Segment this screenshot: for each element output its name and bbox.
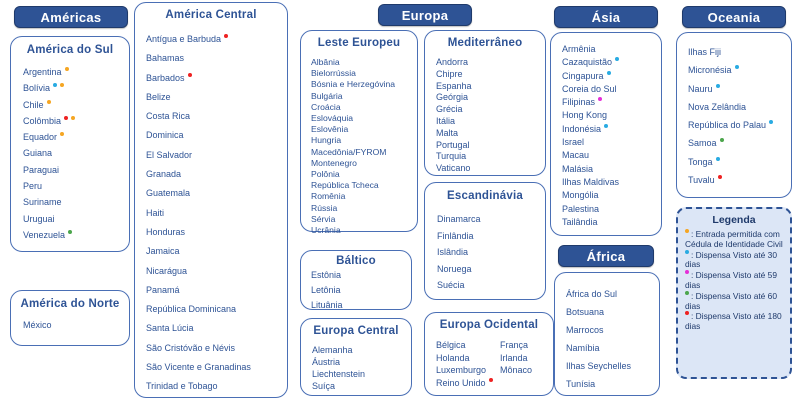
country-item <box>437 228 545 245</box>
country-name: Ilhas Maldivas <box>562 176 620 187</box>
region-banner-americas[interactable] <box>14 6 128 28</box>
country-item <box>688 98 791 116</box>
country-name: Eslovênia <box>311 124 349 135</box>
country-item <box>23 129 129 145</box>
country-item <box>312 368 411 380</box>
country-name: Geórgia <box>436 92 469 103</box>
country-item <box>311 57 417 68</box>
legend-entry <box>685 270 783 291</box>
country-item <box>500 352 532 365</box>
country-name: Macau <box>562 150 590 161</box>
legend-dot <box>685 229 689 233</box>
country-name: Finlândia <box>437 230 474 241</box>
country-item <box>146 242 287 261</box>
country-name: Trinidad e Tobago <box>146 381 218 392</box>
card-asia <box>550 32 662 236</box>
country-name: Alemanha <box>312 345 353 355</box>
country-item <box>311 135 417 146</box>
country-name: Filipinas <box>562 97 596 108</box>
country-item <box>146 377 287 396</box>
country-name: Reino Unido <box>436 377 486 388</box>
country-name: Vaticano <box>436 163 471 174</box>
country-item <box>311 214 417 225</box>
card-america-do-sul <box>10 36 130 252</box>
list-oceania <box>688 43 791 189</box>
card-mediterraneo <box>424 30 546 176</box>
country-name: Suriname <box>23 197 62 208</box>
card-leste-europeu-title: Leste Europeu <box>317 37 401 49</box>
visa-status-dot <box>607 71 611 75</box>
country-item <box>562 176 661 189</box>
country-item <box>688 153 791 171</box>
card-europa-central-title: Europa Central <box>313 325 399 337</box>
country-name: Micronésia <box>688 65 732 76</box>
region-banner-oceania[interactable] <box>682 6 786 28</box>
country-item <box>437 211 545 228</box>
country-item <box>146 358 287 377</box>
country-item <box>146 69 287 88</box>
country-item <box>566 303 659 321</box>
country-item <box>566 339 659 357</box>
country-name: Jamaica <box>146 246 180 257</box>
country-item <box>311 68 417 79</box>
country-item <box>562 216 661 229</box>
country-name: Uruguai <box>23 213 55 224</box>
visa-status-dot <box>769 120 773 124</box>
country-name: Israel <box>562 137 585 148</box>
country-name: Dominica <box>146 130 184 141</box>
country-name: Santa Lúcia <box>146 323 194 334</box>
legend-dot <box>685 311 689 315</box>
card-america-central <box>134 2 288 398</box>
country-item <box>311 169 417 180</box>
country-name: Colômbia <box>23 115 62 126</box>
country-item <box>688 171 791 189</box>
visa-status-dot <box>68 230 72 234</box>
country-name: Hungria <box>311 135 342 146</box>
legend-text: : Entrada permitida com Cédula de Identidade Civil <box>685 228 783 249</box>
legend-dot <box>685 270 689 274</box>
visa-status-dot <box>64 116 68 120</box>
country-name: Irlanda <box>500 352 528 363</box>
country-item <box>311 158 417 169</box>
country-name: Paraguai <box>23 164 60 175</box>
visa-status-dot <box>489 378 493 382</box>
country-item <box>311 203 417 214</box>
country-name: Ilhas Fiji <box>688 47 722 57</box>
country-name: Tonga <box>688 156 713 167</box>
list-escandinavia <box>437 211 545 294</box>
country-item <box>146 204 287 223</box>
country-item <box>146 319 287 338</box>
country-name: Letônia <box>311 285 341 295</box>
country-name: México <box>23 320 52 330</box>
country-name: Croácia <box>311 101 341 112</box>
country-item <box>146 88 287 107</box>
country-item <box>146 146 287 165</box>
country-name: Chile <box>23 99 44 110</box>
region-banner-asia-label: Ásia <box>591 9 621 25</box>
card-america-central-title: América Central <box>165 9 257 21</box>
country-item <box>436 69 545 81</box>
country-item <box>312 380 411 392</box>
country-item <box>436 140 545 152</box>
country-item <box>311 79 417 90</box>
country-item <box>437 244 545 261</box>
country-item <box>566 375 659 393</box>
country-name: República do Palau <box>688 120 767 131</box>
country-name: Dinamarca <box>437 214 481 224</box>
country-name: Suécia <box>437 280 465 290</box>
country-item <box>23 64 129 80</box>
country-item <box>562 56 661 69</box>
country-item <box>311 124 417 135</box>
country-name: Montenegro <box>311 157 357 168</box>
country-item <box>23 162 129 178</box>
country-name: Antígua e Barbuda <box>146 34 222 44</box>
visa-status-dot <box>718 175 722 179</box>
country-name: Islândia <box>437 247 469 257</box>
list-asia <box>562 43 661 229</box>
card-europa-ocidental <box>424 312 554 396</box>
country-name: Estônia <box>311 270 342 280</box>
country-name: Eslováquia <box>311 113 354 124</box>
country-name: Tunísia <box>566 379 596 389</box>
list-america-do-norte <box>23 318 129 333</box>
country-item <box>146 184 287 203</box>
country-item <box>688 134 791 152</box>
country-item <box>436 163 545 175</box>
legend-entry <box>685 229 783 250</box>
country-name: Botsuana <box>566 307 605 317</box>
legend-text: : Dispensa Visto até 180 dias <box>685 311 782 332</box>
country-item <box>311 91 417 102</box>
region-banner-asia[interactable] <box>554 6 658 28</box>
country-name: Romênia <box>311 191 346 202</box>
legend-entry <box>685 250 783 271</box>
list-mediterraneo <box>436 57 545 175</box>
country-item <box>146 339 287 358</box>
country-item <box>688 80 791 98</box>
country-name: Liechtenstein <box>312 369 366 379</box>
card-baltico-title: Báltico <box>336 255 376 267</box>
visa-status-dot <box>60 83 64 87</box>
country-name: São Cristóvão e Névis <box>146 342 236 353</box>
card-america-do-sul-title: América do Sul <box>26 44 114 56</box>
country-name: Lituânia <box>311 300 343 310</box>
list-europa-ocidental-right <box>500 339 532 389</box>
visa-status-dot <box>735 65 739 69</box>
country-item <box>311 147 417 158</box>
country-item <box>688 61 791 79</box>
country-item <box>500 339 532 352</box>
country-item <box>23 194 129 210</box>
country-name: Rússia <box>311 202 338 213</box>
country-name: Bélgica <box>436 340 466 350</box>
country-item <box>311 191 417 202</box>
country-name: Noruega <box>437 263 472 274</box>
region-banner-americas-label: Américas <box>40 9 102 25</box>
visa-status-dot <box>60 132 64 136</box>
country-name: Turquia <box>436 151 467 162</box>
country-item <box>23 113 129 129</box>
country-name: Ilhas Seychelles <box>566 361 632 371</box>
country-item <box>146 281 287 300</box>
country-item <box>436 151 545 163</box>
country-name: Peru <box>23 181 43 192</box>
country-name: Portugal <box>436 139 470 150</box>
country-name: Albânia <box>311 57 340 67</box>
legend-dot <box>685 250 689 254</box>
country-item <box>436 128 545 140</box>
country-item <box>436 364 500 377</box>
list-leste-europeu <box>311 57 417 236</box>
country-name: Armênia <box>562 44 596 54</box>
country-item <box>311 113 417 124</box>
legend-entries <box>685 229 783 332</box>
country-name: Equador <box>23 132 58 143</box>
card-leste-europeu <box>300 30 418 236</box>
country-name: França <box>500 340 529 350</box>
country-item <box>566 357 659 375</box>
country-name: Panamá <box>146 284 180 295</box>
country-name: Malta <box>436 127 459 138</box>
list-africa <box>566 285 659 393</box>
country-item <box>566 321 659 339</box>
country-item <box>688 43 791 61</box>
country-item <box>436 104 545 116</box>
country-item <box>146 107 287 126</box>
country-name: África do Sul <box>566 289 618 299</box>
country-name: Suíça <box>312 381 336 391</box>
list-america-central <box>146 30 287 397</box>
country-name: Belize <box>146 91 171 102</box>
legend-box <box>676 207 792 379</box>
country-item <box>436 352 500 365</box>
country-item <box>311 268 411 283</box>
country-name: República Tcheca <box>311 180 379 191</box>
country-item <box>562 189 661 202</box>
card-europa-ocidental-title: Europa Ocidental <box>439 319 539 331</box>
country-name: Nova Zelândia <box>688 101 747 112</box>
card-oceania <box>676 32 792 198</box>
visa-status-dot <box>604 124 608 128</box>
legend-dot <box>685 291 689 295</box>
country-name: Coreia do Sul <box>562 83 617 94</box>
visa-status-dot <box>716 157 720 161</box>
visa-status-dot <box>65 67 69 71</box>
country-item <box>23 227 129 243</box>
country-item <box>562 83 661 96</box>
country-item <box>312 356 411 368</box>
country-name: Indonésia <box>562 123 602 134</box>
card-escandinavia <box>424 182 546 300</box>
country-name: Nicarágua <box>146 265 188 276</box>
country-name: Itália <box>436 115 456 126</box>
country-item <box>562 109 661 122</box>
visa-status-dot <box>716 84 720 88</box>
country-name: Grécia <box>436 104 463 115</box>
country-name: Sérvia <box>311 213 336 224</box>
country-name: Bolívia <box>23 83 51 94</box>
country-item <box>23 211 129 227</box>
country-name: Namíbia <box>566 343 600 353</box>
country-item <box>146 126 287 145</box>
country-item <box>562 70 661 83</box>
legend-entry <box>685 291 783 312</box>
country-name: Marrocos <box>566 325 604 335</box>
country-name: Luxemburgo <box>436 365 487 375</box>
legend-text: : Dispensa Visto até 30 dias <box>685 249 777 270</box>
country-item <box>437 277 545 294</box>
visa-status-dot <box>598 97 602 101</box>
country-name: República Dominicana <box>146 304 237 315</box>
legend-entry <box>685 311 783 332</box>
country-item <box>23 178 129 194</box>
country-name: Cingapura <box>562 70 604 81</box>
card-baltico <box>300 250 412 310</box>
country-name: São Vicente e Granadinas <box>146 362 251 373</box>
country-item <box>436 116 545 128</box>
country-item <box>23 80 129 96</box>
card-america-do-norte <box>10 290 130 346</box>
country-item <box>146 49 287 68</box>
country-item <box>436 377 500 390</box>
visa-status-dot <box>47 100 51 104</box>
country-item <box>562 163 661 176</box>
card-europa-central <box>300 318 412 396</box>
legend-title: Legenda <box>712 214 756 226</box>
visa-status-dot <box>53 83 57 87</box>
visa-status-dot <box>224 34 228 38</box>
country-item <box>688 116 791 134</box>
region-banner-oceania-label: Oceania <box>707 9 761 25</box>
country-item <box>437 261 545 278</box>
country-item <box>436 81 545 93</box>
list-europa-central <box>312 344 411 392</box>
card-america-do-norte-title: América do Norte <box>20 298 120 310</box>
country-name: Tuvalu <box>688 175 715 186</box>
country-name: Tailândia <box>562 216 598 227</box>
region-banner-europa[interactable] <box>378 4 472 26</box>
country-item <box>562 136 661 149</box>
country-item <box>146 262 287 281</box>
country-name: Bósnia e Herzegóvina <box>311 79 396 90</box>
legend-text: : Dispensa Visto até 60 dias <box>685 290 777 311</box>
country-name: Costa Rica <box>146 111 191 122</box>
country-name: Honduras <box>146 226 186 237</box>
country-item <box>311 180 417 191</box>
card-escandinavia-title: Escandinávia <box>447 190 523 202</box>
list-europa-ocidental-left <box>436 339 500 389</box>
region-banner-africa-label: África <box>586 248 626 264</box>
country-item <box>436 339 500 352</box>
list-baltico <box>311 268 411 313</box>
country-name: Samoa <box>688 138 717 149</box>
country-name: Macedônia/FYROM <box>311 146 387 157</box>
country-name: Chipre <box>436 68 463 79</box>
country-name: Haiti <box>146 207 165 218</box>
country-item <box>311 225 417 236</box>
visa-status-dot <box>720 138 724 142</box>
country-item <box>312 344 411 356</box>
region-banner-europa-label: Europa <box>401 7 449 23</box>
country-name: Bahamas <box>146 53 185 64</box>
country-name: Guatemala <box>146 188 191 199</box>
country-item <box>311 283 411 298</box>
country-name: Guiana <box>23 148 53 159</box>
country-item <box>311 102 417 113</box>
country-name: Granada <box>146 169 182 180</box>
country-item <box>146 223 287 242</box>
country-item <box>562 149 661 162</box>
card-africa <box>554 272 660 396</box>
country-item <box>562 123 661 136</box>
country-item <box>146 300 287 319</box>
country-item <box>436 92 545 104</box>
country-name: Palestina <box>562 203 600 214</box>
country-item <box>562 43 661 56</box>
country-name: Venezuela <box>23 229 66 240</box>
country-item <box>562 96 661 109</box>
country-item <box>146 30 287 49</box>
country-item <box>566 285 659 303</box>
visa-status-dot <box>71 116 75 120</box>
country-name: Hong Kong <box>562 110 608 121</box>
country-name: Polônia <box>311 169 340 180</box>
country-name: Bulgária <box>311 90 343 101</box>
country-item <box>311 298 411 313</box>
country-name: Espanha <box>436 80 472 91</box>
country-name: Malásia <box>562 163 594 174</box>
country-name: Ucrânia <box>311 225 341 236</box>
country-name: Mongólia <box>562 190 599 201</box>
country-name: Cazaquistão <box>562 57 613 68</box>
country-name: Argentina <box>23 67 62 77</box>
country-name: Holanda <box>436 352 470 363</box>
country-name: Barbados <box>146 72 185 83</box>
country-name: Andorra <box>436 57 469 67</box>
country-item <box>23 318 129 333</box>
country-item <box>23 145 129 161</box>
country-item <box>562 203 661 216</box>
country-name: Bielorrússia <box>311 68 356 79</box>
country-item <box>146 165 287 184</box>
country-item <box>23 97 129 113</box>
country-item <box>500 364 532 377</box>
country-name: Nauru <box>688 83 713 94</box>
country-name: Áustria <box>312 357 341 367</box>
region-banner-africa[interactable] <box>558 245 654 267</box>
visa-status-dot <box>615 57 619 61</box>
visa-status-dot <box>188 73 192 77</box>
legend-text: : Dispensa Visto até 59 dias <box>685 270 777 290</box>
country-name: Mônaco <box>500 365 533 375</box>
country-name: El Salvador <box>146 149 193 160</box>
country-item <box>436 57 545 69</box>
list-america-do-sul <box>23 64 129 243</box>
card-mediterraneo-title: Mediterrâneo <box>447 37 523 49</box>
